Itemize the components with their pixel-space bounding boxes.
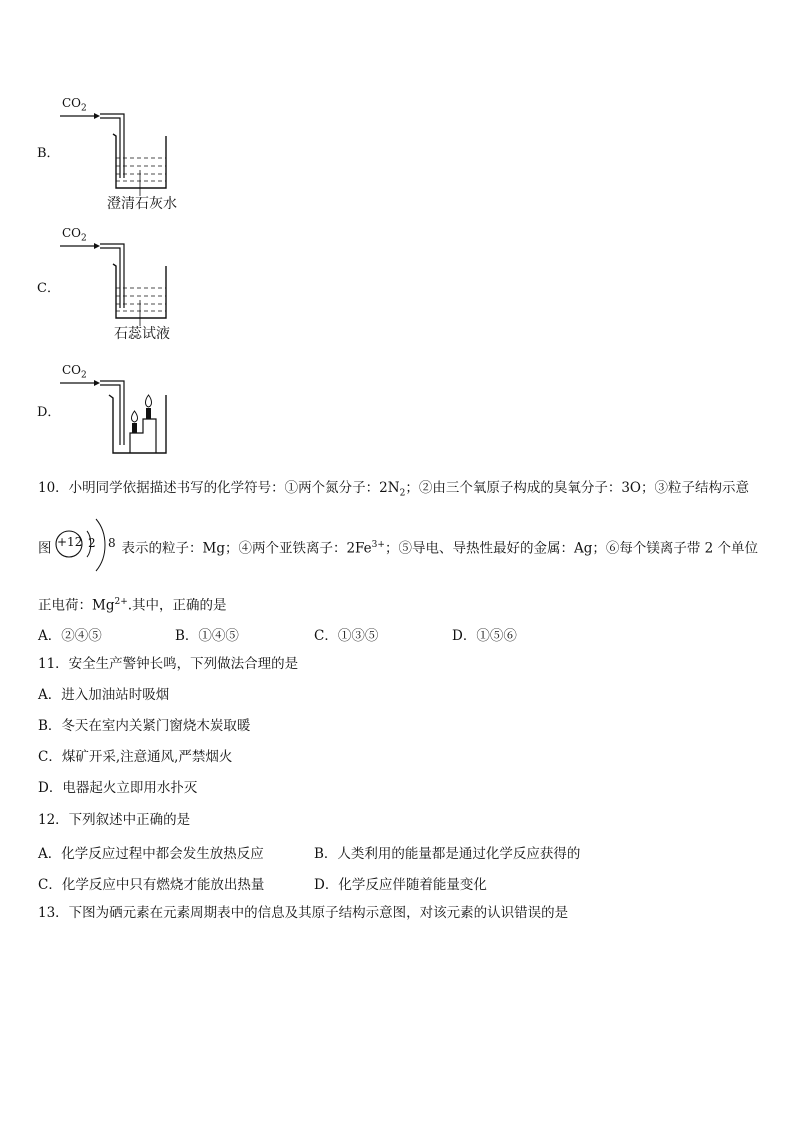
q10-option-a: A．②④⑤ <box>38 628 102 644</box>
q13-stem: 13．下图为硒元素在元素周期表中的信息及其原子结构示意图，对该元素的认识错误的是 <box>38 905 569 921</box>
q11-option-a: A．进入加油站时吸烟 <box>38 687 170 703</box>
beaker-with-tube-icon <box>58 96 198 196</box>
q10-option-b: B．①④⑤ <box>175 628 239 644</box>
beaker-figure-c <box>58 226 198 346</box>
q12-option-c: C．化学反应中只有燃烧才能放出热量 <box>38 877 265 893</box>
figure-caption: 石蕊试液 <box>114 326 170 342</box>
shell-electrons-1: 2 <box>88 536 96 550</box>
option-b-label: B． <box>37 146 60 161</box>
q11-option-b: B．冬天在室内关紧门窗烧木炭取暖 <box>38 718 251 734</box>
q12-stem: 12．下列叙述中正确的是 <box>38 812 191 828</box>
q11-option-d: D．电器起火立即用水扑灭 <box>38 780 198 796</box>
q10-option-c: C．①③⑤ <box>314 628 379 644</box>
shell-electrons-2: 8 <box>108 536 116 550</box>
gas-label: $CO_2$ <box>62 363 87 381</box>
atom-structure-diagram <box>50 513 122 579</box>
option-d-label: D． <box>37 405 61 420</box>
gas-label: $CO_2$ <box>62 226 87 244</box>
beaker-with-tube-icon <box>58 226 198 326</box>
q12-option-a: A．化学反应过程中都会发生放热反应 <box>38 846 264 862</box>
gas-label: $CO_2$ <box>62 96 87 114</box>
nucleus-charge: +12 <box>57 535 83 549</box>
q11-option-c: C．煤矿开采,注意通风,严禁烟火 <box>38 749 233 765</box>
beaker-figure-d <box>58 363 198 463</box>
figure-caption: 澄清石灰水 <box>107 196 177 212</box>
beaker-with-candles-icon <box>58 363 198 463</box>
q12-option-b: B．人类利用的能量都是通过化学反应获得的 <box>314 846 581 862</box>
q11-stem: 11．安全生产警钟长鸣，下列做法合理的是 <box>38 656 299 672</box>
q10-line1: 10．小明同学依据描述书写的化学符号：①两个氮分子：$2N_2$；②由三个氧原子构成的臭氧分子：3O；③粒子结构示意 <box>38 480 749 499</box>
option-c-label: C． <box>37 281 60 296</box>
q10-line2: 图 表示的粒子：Mg；④两个亚铁离子：$2Fe^{3+}$；⑤导电、导热性最好的金属：Ag；⑥每个镁离子带 2 个单位 <box>38 540 759 557</box>
q12-option-d: D．化学反应伴随着能量变化 <box>314 877 487 893</box>
q10-option-d: D．①⑤⑥ <box>452 628 517 644</box>
q10-line3: 正电荷：$Mg^{2+}$.其中，正确的是 <box>38 597 227 614</box>
beaker-figure-b <box>58 96 198 216</box>
